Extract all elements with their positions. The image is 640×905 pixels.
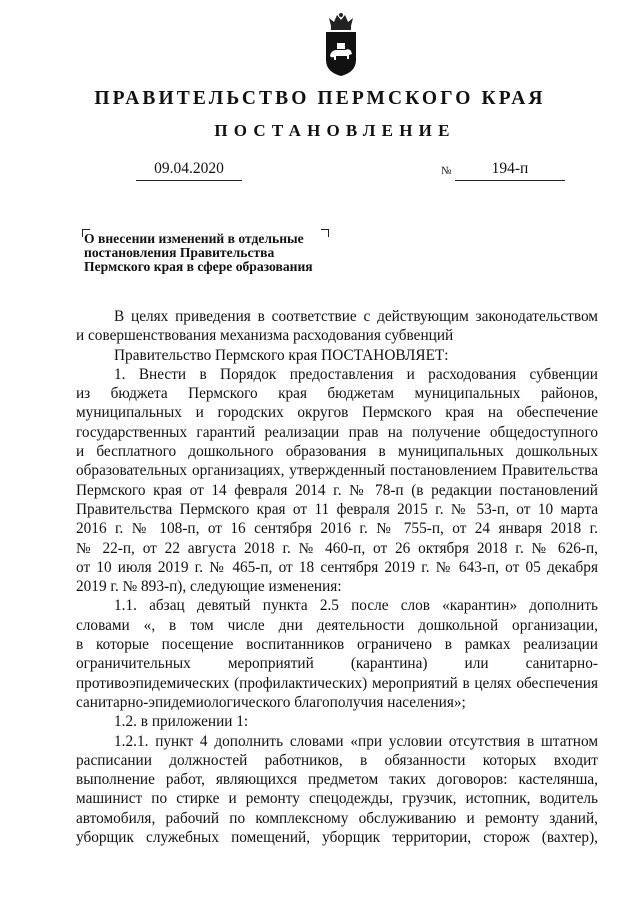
- body-line: Правительство Пермского края ПОСТАНОВЛЯЕТ:: [114, 346, 449, 364]
- body-line: 1.1. абзац девятый пункта 2.5 после слов «карантин» дополнить: [114, 597, 598, 615]
- document-number: 194-п: [455, 160, 565, 181]
- body-line: № 22-п, от 22 августа 2018 г. № 460-п, от 26 октября 2018 г. № 626-п,: [76, 539, 598, 557]
- body-line: от 10 июля 2019 г. № 465-п, от 18 сентября 2019 г. № 643-п, от 05 декабря: [76, 558, 598, 576]
- body-line: выполнение работ, являющихся предметом таких договоров: кастелянша,: [76, 771, 598, 789]
- body-line: расписании должностей работников, в обязанности которых входит: [76, 751, 598, 769]
- perm-krai-emblem-icon: [319, 12, 363, 78]
- body-line: В целях приведения в соответствие с действующим законодательством: [114, 308, 598, 325]
- body-line: санитарно-эпидемиологического благополучия населения»;: [76, 693, 466, 711]
- body-line: 2019 г. № 893-п), следующие изменения:: [76, 578, 342, 596]
- document-body: [76, 307, 598, 847]
- organization-title: ПРАВИТЕЛЬСТВО ПЕРМСКОГО КРАЯ: [94, 88, 546, 109]
- body-line: Правительства Пермского края от 11 февраля 2015 г. № 53-п, от 10 марта: [76, 500, 598, 518]
- body-line: Пермского края от 14 февраля 2014 г. № 78-п (в редакции постановлений: [76, 481, 598, 499]
- subject-line: Пермского края в сфере образования: [84, 259, 313, 275]
- subject-line: постановления Правительства: [84, 245, 275, 261]
- body-line: из бюджета Пермского края бюджетам муниципальных районов,: [76, 385, 598, 403]
- body-line: муниципальных и городских округов Пермского края на обеспечение: [76, 404, 598, 422]
- document-subject: [84, 232, 384, 275]
- body-line: государственных гарантий реализации прав на получение общедоступного: [76, 423, 598, 441]
- body-line: машинист по стирке и ремонту спецодежды, грузчик, истопник, водитель: [76, 790, 598, 808]
- body-line: 2016 г. № 108-п, от 16 сентября 2016 г. № 755-п, от 24 января 2018 г.: [76, 520, 598, 538]
- body-line: противоэпидемических (профилактических) мероприятий в целях обеспечения: [76, 674, 598, 692]
- body-line: словами «, в том числе дни деятельности дошкольной организации,: [76, 616, 598, 634]
- body-line: в которые посещение воспитанников ограничено в рамках реализации: [76, 636, 598, 654]
- body-line: образовательных организациях, утвержденный постановлением Правительства: [76, 462, 598, 480]
- document-type: ПОСТАНОВЛЕНИЕ: [214, 121, 456, 140]
- body-line: ограничительных мероприятий (карантина) или санитарно-: [76, 655, 598, 673]
- body-line: уборщик служебных помещений, уборщик территории, сторож (вахтер),: [76, 829, 598, 847]
- body-line: автомобиля, рабочий по комплексному обслуживанию и ремонту зданий,: [76, 809, 598, 827]
- number-label: №: [441, 165, 452, 177]
- document-date: 09.04.2020: [136, 160, 242, 181]
- body-line: и бесплатного дошкольного образования в муниципальных дошкольных: [76, 443, 598, 461]
- subject-line: О внесении изменений в отдельные: [84, 231, 304, 246]
- body-line: 1.2.1. пункт 4 дополнить словами «при условии отсутствия в штатном: [114, 732, 598, 750]
- body-line: 1.2. в приложении 1:: [114, 713, 249, 731]
- body-line: 1. Внести в Порядок предоставления и расходования субвенции: [114, 365, 598, 383]
- body-line: и совершенствования механизма расходования субвенций: [76, 327, 454, 345]
